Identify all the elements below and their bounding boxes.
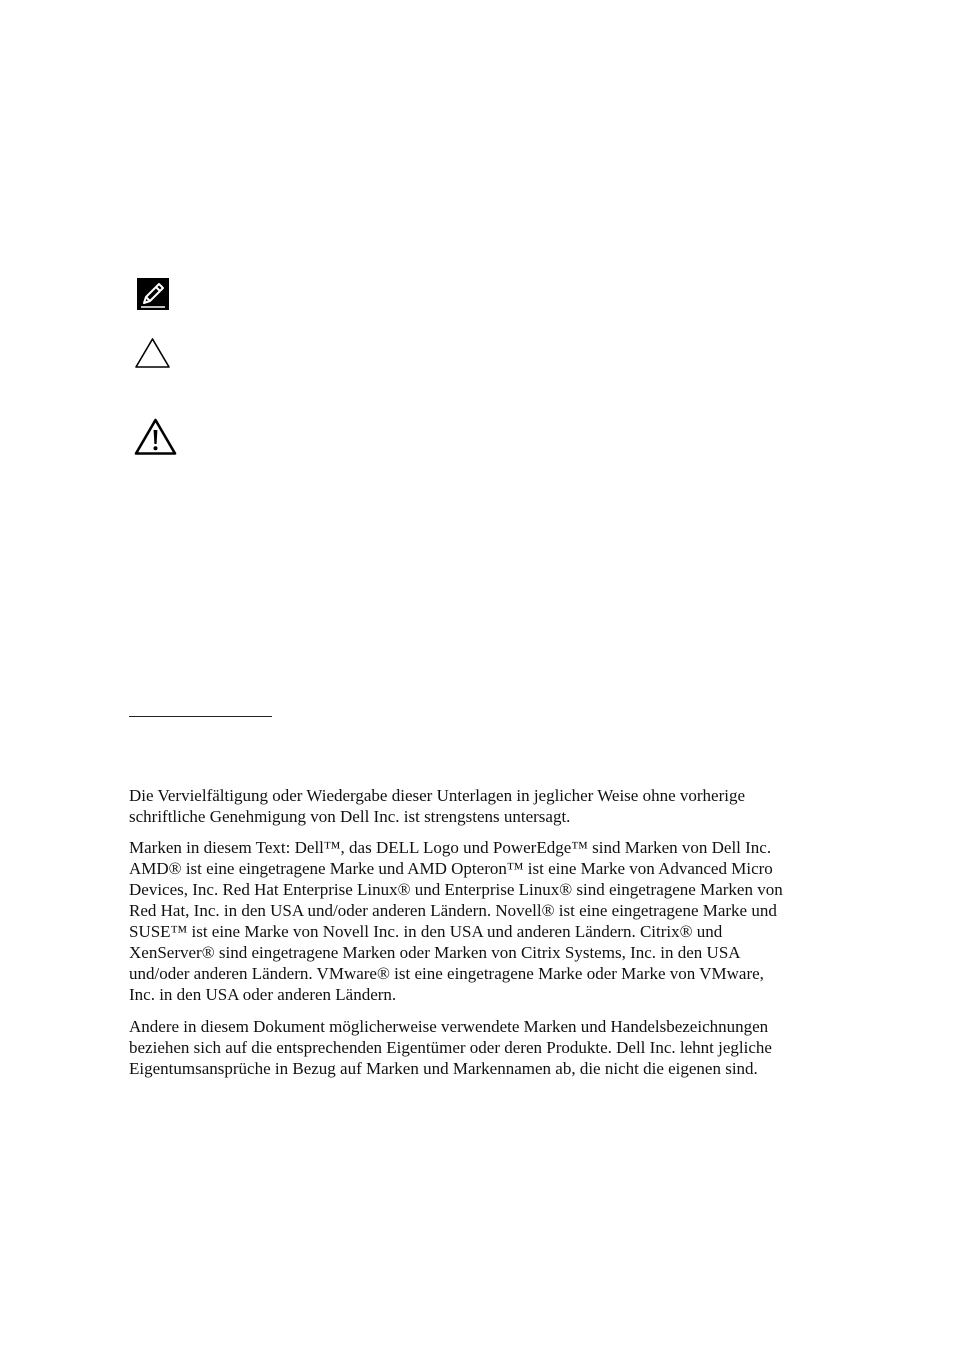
caution-triangle-icon xyxy=(134,337,171,369)
other-marks-notice: Andere in diesem Dokument möglicherweise verwendete Marken und Handelsbezeichnungen beziehen sich auf die entsprechenden Eigentümer oder deren Produkte. Dell Inc. lehnt jegliche Eigentumsansprüche in Bezug auf Marken und Markennamen ab, die nicht die eigenen sind. xyxy=(129,1017,772,1078)
pencil-note-icon xyxy=(137,278,169,310)
footnote-divider xyxy=(129,716,272,717)
copying-notice: Die Vervielfältigung oder Wiedergabe dieser Unterlagen in jeglicher Weise ohne vorherige schriftliche Genehmigung von Dell Inc. ist strengstens untersagt. xyxy=(129,786,746,826)
trademark-notice: Marken in diesem Text: Dell™, das DELL Logo und PowerEdge™ sind Marken von Dell Inc. AMD® ist eine eingetragene Marke und AMD Opteron™ ist eine Marke von Advanced Micro Devices, Inc. Red Hat Enterprise Linux® und Enterprise Linux® sind eingetragene Marken von Red Hat, Inc. in den USA und/oder anderen Ländern. Novell® ist eine eingetragene Marke und SUSE™ ist eine Marke von Novell Inc. in den USA und anderen Ländern. Citrix® und XenServer® sind eingetragene Marken oder Marken von Citrix Systems, Inc. in den USA und/oder anderen Ländern. VMware® ist eine eingetragene Marke oder Marke von VMware, Inc. in den USA oder anderen Ländern. xyxy=(129,838,783,1004)
warning-exclamation-icon xyxy=(134,418,177,456)
